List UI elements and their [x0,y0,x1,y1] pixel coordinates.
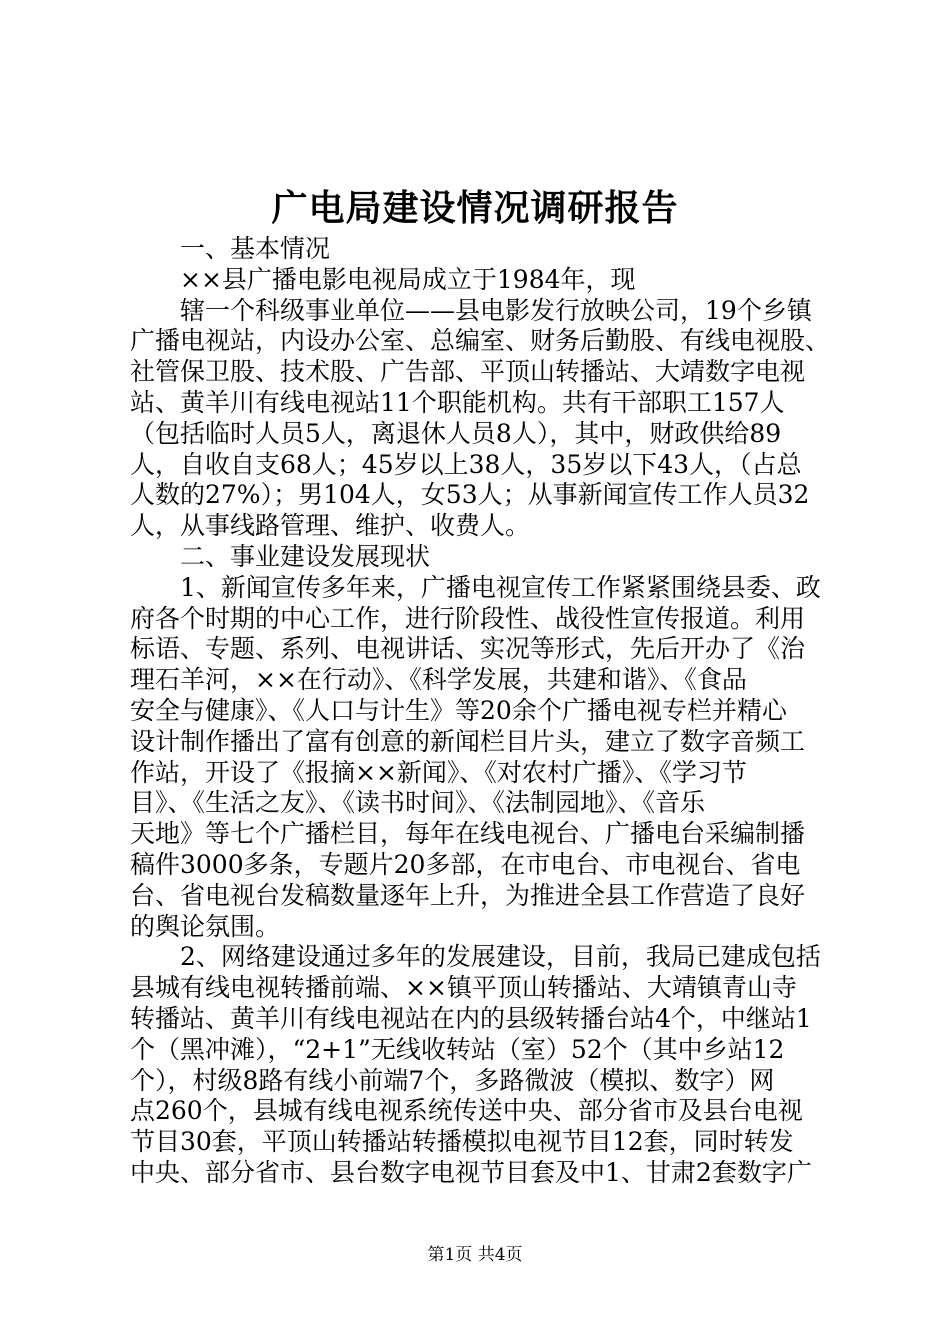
body-line: 标语、专题、系列、电视讲话、实况等形式，先后开办了《治 [130,634,806,664]
body-line: 县城有线电视转播前端、××镇平顶山转播站、大靖镇青山寺 [130,973,797,1003]
body-line: 社管保卫股、技术股、广告部、平顶山转播站、大靖数字电视 [130,357,806,387]
document-body [130,234,830,1189]
body-line: 节目30套，平顶山转播站转播模拟电视节目12套，同时转发 [130,1127,794,1157]
body-line: 1、新闻宣传多年来，广播电视宣传工作紧紧围绕县委、政 [180,572,821,602]
page-footer: 第1页 共4页 [427,1245,523,1265]
body-line: 理石羊河，××在行动》、《科学发展，共建和谐》、《食品 [130,665,747,695]
body-line: 人数的27%）；男104人，女53人；从事新闻宣传工作人员32 [130,480,810,510]
body-line: 的舆论氛围。 [130,911,281,941]
body-line: 府各个时期的中心工作，进行阶段性、战役性宣传报道。利用 [130,603,806,633]
body-line: 个（黑冲滩），“2+1”无线收转站（室）52个（其中乡站12 [130,1034,785,1064]
body-line: 辖一个科级事业单位——县电影发行放映公司，19个乡镇 [180,295,812,325]
body-line: 一、基本情况 [180,234,331,263]
body-line: 安全与健康》、《人口与计生》等20余个广播电视专栏并精心 [130,695,787,725]
body-line: 站、黄羊川有线电视站11个职能机构。共有干部职工157人 [130,387,785,417]
body-line: 稿件3000多条，专题片20多部，在市电台、市电视台、省电 [130,849,801,879]
body-line: 二、事业建设发展现状 [180,541,431,571]
body-line: 台、省电视台发稿数量逐年上升，为推进全县工作营造了良好 [130,880,806,910]
body-line: 人，自收自支68人；45岁以上38人，35岁以下43人，（占总 [130,449,802,479]
page-title: 广电局建设情况调研报告 [271,187,679,229]
body-line: 目》、《生活之友》、《读书时间》、《法制园地》、《音乐 [130,788,706,818]
body-line: 点260个，县城有线电视系统传送中央、部分省市及县台电视 [130,1096,803,1126]
body-line: ××县广播电影电视局成立于1984年，现 [180,264,636,294]
body-line: （包括临时人员5人，离退休人员8人），其中，财政供给89 [130,418,782,448]
body-line: 个），村级8路有线小前端7个，多路微波（模拟、数字）网 [130,1065,775,1095]
body-line: 天地》等七个广播栏目，每年在线电视台、广播电台采编制播 [130,819,806,849]
body-line: 设计制作播出了富有创意的新闻栏目片头，建立了数字音频工 [130,726,806,756]
body-line: 转播站、黄羊川有线电视站在内的县级转播台站4个，中继站1 [130,1003,812,1033]
body-line: 人，从事线路管理、维护、收费人。 [130,511,531,541]
body-line: 作站，开设了《报摘××新闻》、《对农村广播》、《学习节 [130,757,747,787]
body-line: 广播电视站，内设办公室、总编室、财务后勤股、有线电视股、 [130,326,831,356]
body-line: 中央、部分省市、县台数字电视节目套及中1、甘肃2套数字广 [130,1157,812,1187]
body-line: 2、网络建设通过多年的发展建设，目前，我局已建成包括 [180,942,821,972]
